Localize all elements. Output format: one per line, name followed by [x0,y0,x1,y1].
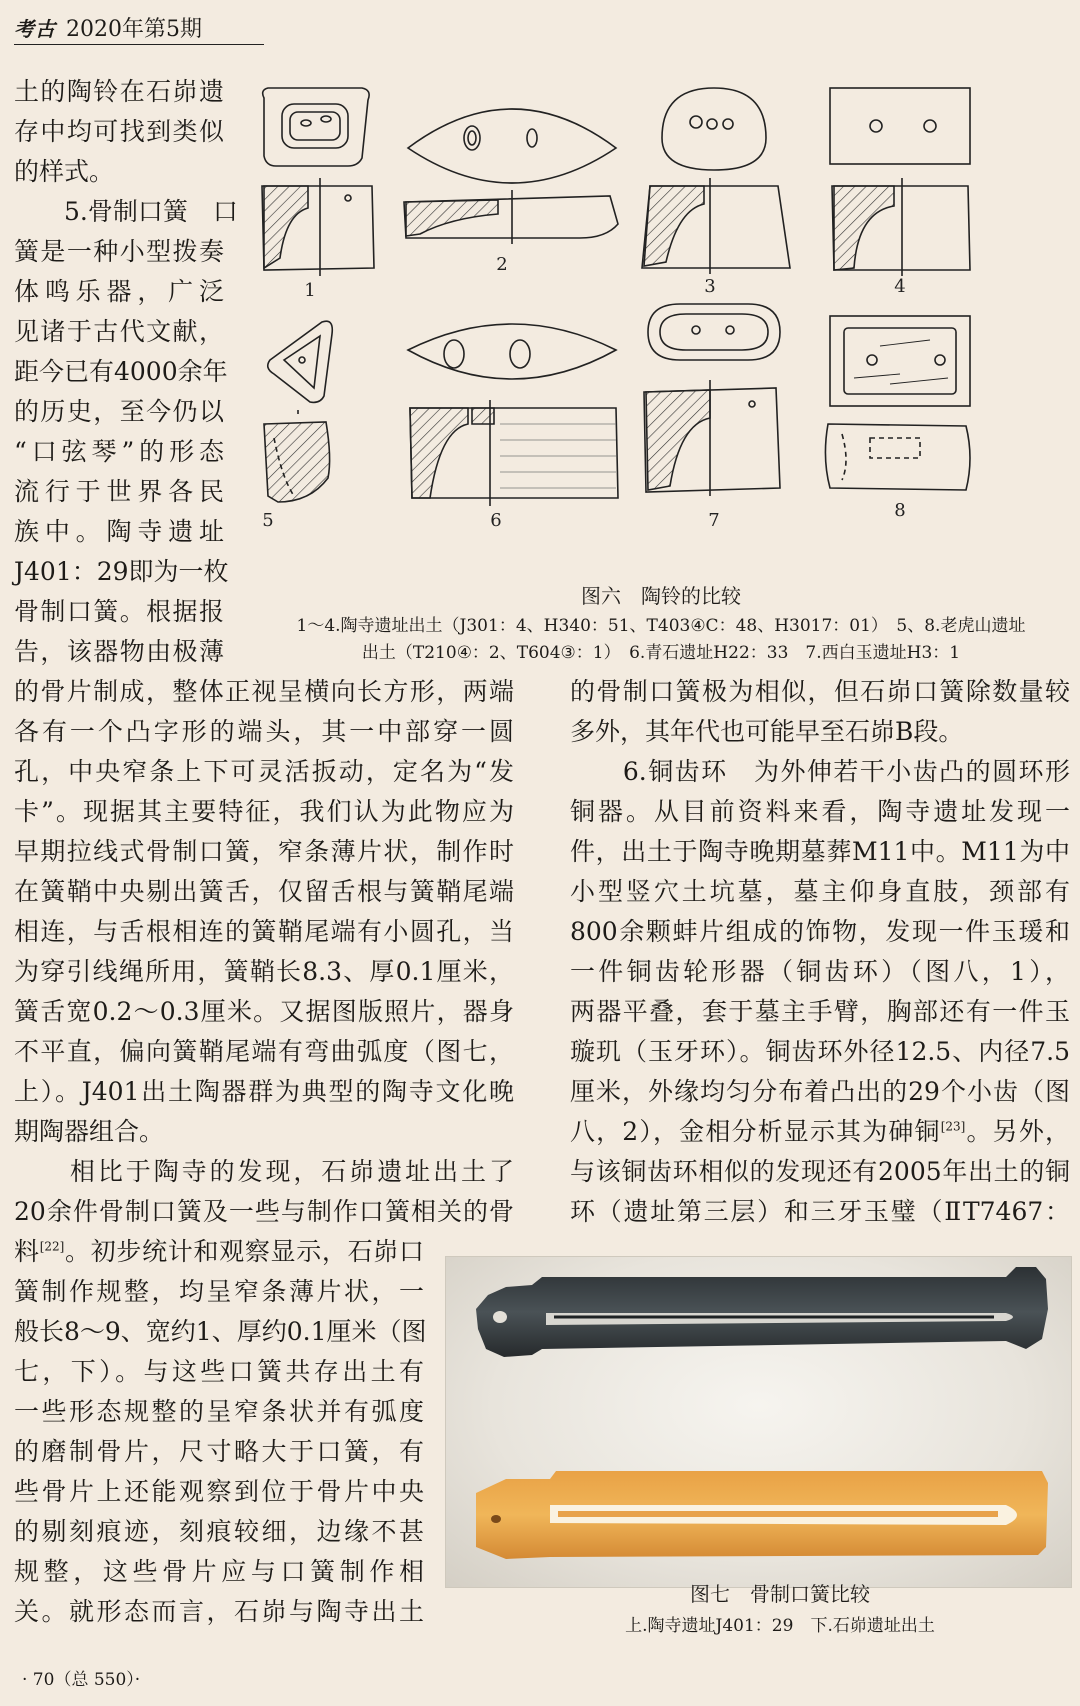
text-line: 孔，中央窄条上下可灵活扳动，定名为“发 [14,757,514,786]
text-line: 般长8～9、宽约1、厚约0.1厘米（图 [14,1317,427,1346]
mouth-harp-photo [446,1257,1071,1587]
harp-bottom-orange [476,1471,1048,1559]
text-line: 一件铜齿轮形器（铜齿环）（图八，1）， [570,957,1070,986]
fig6-label-1: 1 [304,280,316,301]
text-line: 簧舌宽0.2～0.3厘米。又据图版照片，器身 [14,997,514,1026]
bell-drawing-7 [644,304,780,496]
text-line: 卡”。现据其主要特征，我们认为此物应为 [14,797,514,826]
fig6-label-5: 5 [262,510,274,531]
bell-drawing-4 [830,88,970,276]
text-line: 的样式。 [14,157,115,186]
text-line: J401：29即为一枚 [14,557,229,586]
text-line: 些骨片上还能观察到位于骨片中央 [14,1477,424,1506]
page-number: · 70（总 550）· [22,1670,141,1690]
text-line: 土的陶铃在石峁遗 [14,77,224,106]
figure-7-caption [570,1578,990,1636]
bell-drawing-6 [408,324,618,506]
text-line: 存中均可找到类似 [14,117,224,146]
text-line: 距今已有4000余年 [14,357,228,386]
bell-drawing-3 [642,88,790,274]
text-line: 不平直，偏向簧鞘尾端有弯曲弧度（图七， [14,1037,514,1066]
left-column-middle-text [14,672,514,1232]
text-line: 关。就形态而言，石峁与陶寺出土 [14,1597,424,1626]
reference-23: [23] [940,1119,966,1134]
fig6-label-6: 6 [490,510,502,531]
text-line: 小型竖穴土坑墓，墓主仰身直肢，颈部有 [570,877,1070,906]
text-line: 上）。J401出土陶器群为典型的陶寺文化晚 [14,1077,514,1106]
text-line: 体鸣乐器，广泛 [14,277,224,306]
figure-6-title: 图六 陶铃的比较 [581,584,741,608]
figure-7-subtitle: 上.陶寺遗址J401：29 下.石峁遗址出土 [625,1616,935,1636]
bell-drawing-1 [262,88,374,276]
bell-drawing-2 [404,109,618,244]
fig6-label-8: 8 [894,500,906,521]
text-line: 一些形态规整的呈窄条状并有弧度 [14,1397,424,1426]
text-line: 告，该器物由极薄 [14,637,224,666]
text-line: 6.铜齿环 为外伸若干小齿凸的圆环形 [570,757,1070,786]
text-line: 璇玑（玉牙环）。铜齿环外径12.5、内径7.5 [570,1037,1070,1066]
text-line: “口弦琴”的形态 [14,437,224,466]
left-column-bottom-text [14,1232,427,1632]
text-line: 铜器。从目前资料来看，陶寺遗址发现一 [570,797,1070,826]
fig6-label-7: 7 [708,510,720,531]
text-line: 厘米，外缘均匀分布着凸出的29个小齿（图 [570,1077,1070,1106]
text-line: 环（遗址第三层）和三牙玉璧（ⅡT7467： [570,1197,1070,1226]
figure-6 [250,78,1072,663]
fig6-label-3: 3 [704,276,716,297]
text-line: 相比于陶寺的发现，石峁遗址出土了 [14,1157,514,1186]
text-line: 骨制口簧。根据报 [14,597,224,626]
text-line: 的磨制骨片，尺寸略大于口簧，有 [14,1437,424,1466]
text-line: 在簧鞘中央剔出簧舌，仅留舌根与簧鞘尾端 [14,877,514,906]
fig6-label-4: 4 [894,276,906,297]
figure-7-photo [445,1256,1072,1588]
harp-top-dark [476,1267,1048,1357]
bell-drawing-8 [825,316,970,490]
text-line: 料[22]。初步统计和观察显示，石峁口 [14,1237,424,1266]
figure-6-caption-line2: 出土（T210④：2、T604③：1） 6.青石遗址H22：33 7.西白玉遗址H3：1 [361,643,961,663]
text-line: 5.骨制口簧 口 [14,197,238,226]
issue-label: 2020年第5期 [66,17,202,42]
text-line: 各有一个凸字形的端头，其一中部穿一圆 [14,717,514,746]
text-line: 的骨片制成，整体正视呈横向长方形，两端 [14,677,514,706]
text-line: 流行于世界各民 [14,477,224,506]
text-line: 七，下）。与这些口簧共存出土有 [14,1357,424,1386]
text-line: 的剔刻痕迹，刻痕较细，边缘不甚 [14,1517,424,1546]
left-column-top-text [14,72,238,672]
text-line: 期陶器组合。 [14,1117,165,1146]
right-column-text [570,672,1070,1232]
figure-6-caption-line1: 1～4.陶寺遗址出土（J301：4、H340：51、T403④C：48、H3017：01） 5、8.老虎山遗址 [296,616,1026,636]
text-line: 的骨制口簧极为相似，但石峁口簧除数量较 [570,677,1070,706]
reference-22: [22] [39,1239,65,1254]
text-line: 件，出土于陶寺晚期墓葬M11中。M11为中 [570,837,1070,866]
text-line: 的历史，至今仍以 [14,397,224,426]
running-header [14,12,202,43]
text-line: 见诸于古代文献， [14,317,224,346]
text-line: 簧制作规整，均呈窄条薄片状，一 [14,1277,424,1306]
text-line: 多外，其年代也可能早至石峁B段。 [570,717,964,746]
text-line: 为穿引线绳所用，簧鞘长8.3、厚0.1厘米， [14,957,514,986]
bell-drawing-5 [264,321,332,502]
header-rule [14,44,264,45]
journal-logo: 考古 [14,17,56,41]
text-line: 与该铜齿环相似的发现还有2005年出土的铜 [570,1157,1070,1186]
figure-7 [445,1256,1070,1596]
text-line: 族中。陶寺遗址 [14,517,224,546]
text-line: 簧是一种小型拨奏 [14,237,224,266]
fig6-label-2: 2 [496,254,508,275]
text-line: 相连，与舌根相连的簧鞘尾端有小圆孔，当 [14,917,514,946]
text-line: 20余件骨制口簧及一些与制作口簧相关的骨 [14,1197,514,1226]
text-line: 两器平叠，套于墓主手臂，胸部还有一件玉 [570,997,1070,1026]
figure-6-drawings [250,78,1072,578]
figure-7-title: 图七 骨制口簧比较 [690,1582,870,1606]
text-line: 规整，这些骨片应与口簧制作相 [14,1557,424,1586]
text-line: 早期拉线式骨制口簧，窄条薄片状，制作时 [14,837,514,866]
text-line: 八，2），金相分析显示其为砷铜[23]。另外， [570,1117,1070,1146]
text-line: 800余颗蚌片组成的饰物，发现一件玉瑗和 [570,917,1070,946]
